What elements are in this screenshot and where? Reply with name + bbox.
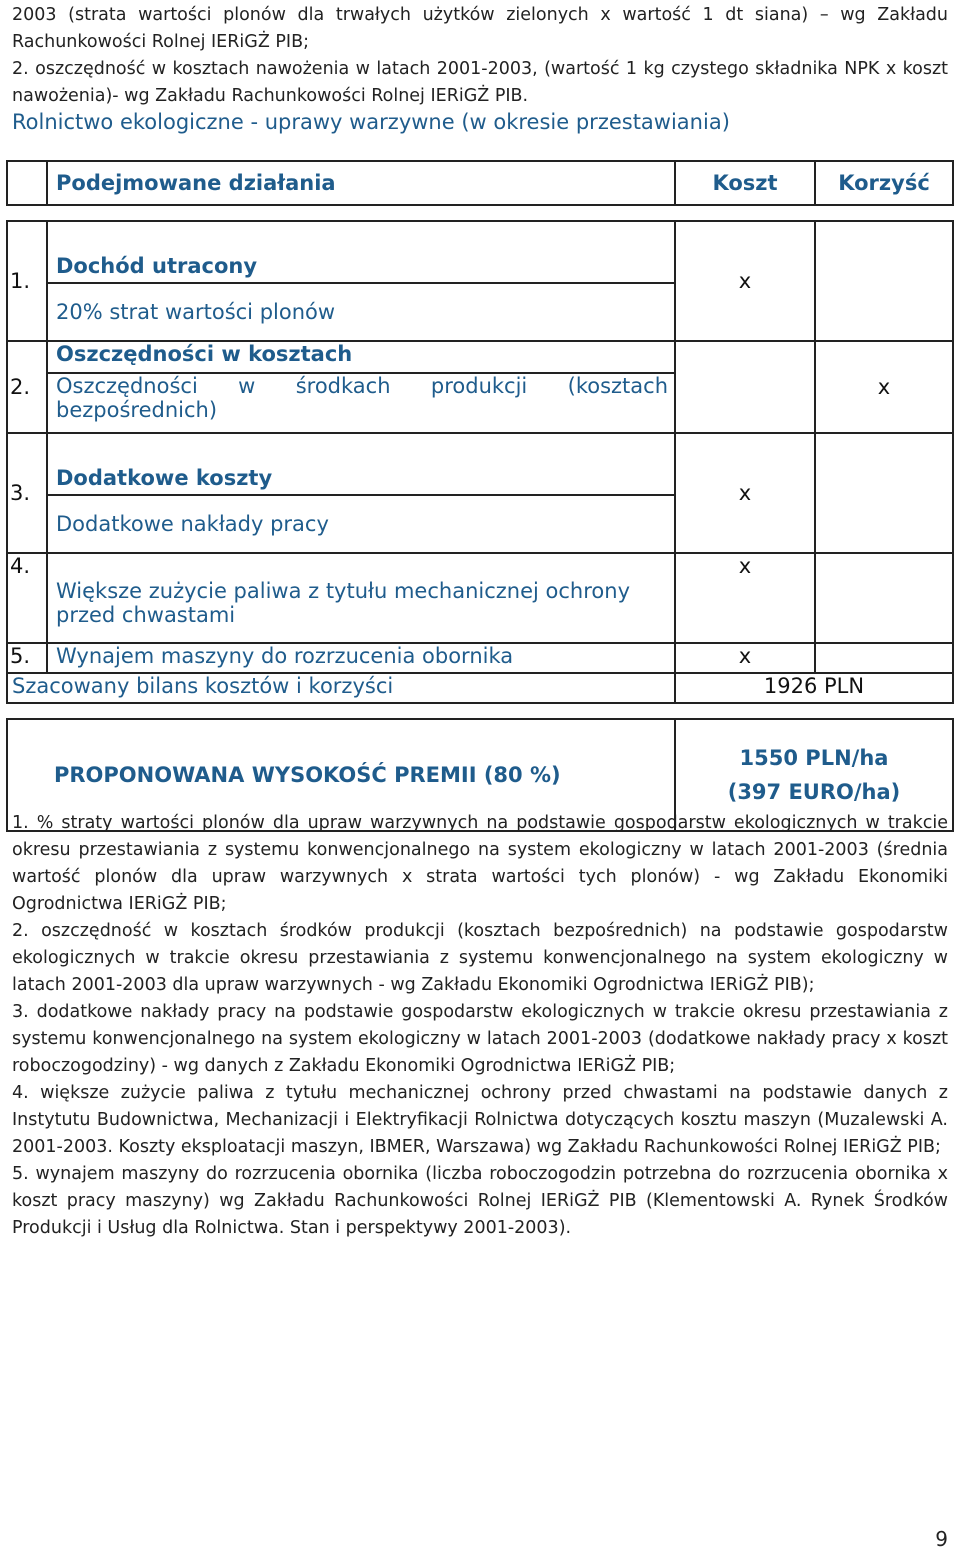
- premium-value-pln: 1550 PLN/ha: [739, 746, 889, 770]
- row5-cost: x: [675, 643, 815, 673]
- row3-benefit: [815, 433, 953, 553]
- row4-cost: x: [675, 553, 815, 643]
- balance-value: 1926 PLN: [675, 673, 953, 703]
- row1-benefit: [815, 221, 953, 341]
- row4-benefit: [815, 553, 953, 643]
- table-row: [7, 553, 953, 643]
- footnote: 3. dodatkowe nakłady pracy na podstawie gospodarstw ekologicznych w trakcie okresu przestawiania z systemu konwencjonalnego na system ekologiczny w latach 2001-2003 (dodatkowe nakłady pracy x koszt roboczogodziny) - wg danych z Zakładu Ekonomiki Ogrodnictwa IERiGŻ PIB;: [12, 1002, 948, 1076]
- row-number: 5.: [7, 643, 47, 673]
- intro-line: 2. oszczędność w kosztach nawożenia w latach 2001-2003, (wartość 1 kg czystego składnika NPK x koszt nawożenia)- wg Zakładu Rachunkowości Rolnej IERiGŻ PIB.: [12, 59, 948, 106]
- table-header-row: [7, 161, 953, 205]
- header-cost: Koszt: [675, 161, 815, 205]
- row4-action: Większe zużycie paliwa z tytułu mechanicznej ochrony przed chwastami: [47, 553, 675, 643]
- row3-action: Dodatkowe nakłady pracy: [47, 495, 675, 553]
- section-title-savings: Oszczędności w kosztach: [47, 341, 675, 373]
- row5-action: Wynajem maszyny do rozrzucenia obornika: [47, 643, 675, 673]
- row-number: 3.: [7, 433, 47, 553]
- premium-label: PROPONOWANA WYSOKOŚĆ PREMII (80 %): [7, 719, 675, 831]
- row-number: 2.: [7, 341, 47, 433]
- footnote: 1. % straty wartości plonów dla upraw warzywnych na podstawie gospodarstw ekologicznych w trakcie okresu przestawiania z systemu konwencjonalnego na system ekologiczny w latach 2001-2003 (średnia wartość plonów dla upraw warzywnych x strata wartości tych plonów) - wg Zakładu Ekonomiki Ogrodnictwa IERiGŻ PIB;: [12, 813, 948, 914]
- footnote: 4. większe zużycie paliwa z tytułu mechanicznej ochrony przed chwastami na podstawie danych z Instytutu Budownictwa, Mechanizacji i Elektryfikacji Rolnictwa dotyczących kosztu maszyn (Muzalewski A. 2001-2003. Koszty eksploatacji maszyn, IBMER, Warszawa) wg Zakładu Rachunkowości Rolnej IERiGŻ PIB;: [12, 1083, 948, 1157]
- row2-action: Oszczędności w środkach produkcji (kosztach bezpośrednich): [47, 373, 675, 433]
- table-row: [7, 643, 953, 673]
- row2-cost: [675, 341, 815, 433]
- row-number: 4.: [7, 553, 47, 643]
- section-title-additional-costs: Dodatkowe koszty: [47, 433, 675, 495]
- intro-line: 2003 (strata wartości plonów dla trwałych użytków zielonych x wartość 1 dt siana) – wg Zakładu Rachunkowości Rolnej IERiGŻ PIB;: [12, 5, 948, 52]
- page-number: 9: [935, 1527, 948, 1551]
- table-row: [7, 221, 953, 283]
- balance-row: [7, 673, 953, 703]
- row5-benefit: [815, 643, 953, 673]
- row1-action: 20% strat wartości plonów: [47, 283, 675, 341]
- section-heading: Rolnictwo ekologiczne - uprawy warzywne (w okresie przestawiania): [12, 110, 730, 134]
- balance-label: Szacowany bilans kosztów i korzyści: [7, 673, 675, 703]
- table-row: [7, 341, 953, 373]
- row1-cost: x: [675, 221, 815, 341]
- table-spacer-row: [7, 205, 953, 221]
- footnote: 2. oszczędność w kosztach środków produkcji (kosztach bezpośrednich) na podstawie gospodarstw ekologicznych w trakcie okresu przestawiania z systemu konwencjonalnego na system ekologiczny w latach 2001-2003 dla upraw warzywnych - wg Zakładu Ekonomiki Ogrodnictwa IERiGŻ PIB);: [12, 921, 948, 995]
- footnotes: [12, 810, 948, 1242]
- row2-benefit: x: [815, 341, 953, 433]
- footnote: 5. wynajem maszyny do rozrzucenia obornika (liczba roboczogodzin potrzebna do rozrzucenia obornika x koszt pracy maszyny) wg Zakładu Rachunkowości Rolnej IERiGŻ PIB (Klementowski A. Rynek Środków Produkcji i Usług dla Rolnictwa. Stan i perspektywy 2001-2003).: [12, 1164, 948, 1238]
- table-row: [7, 433, 953, 495]
- row3-cost: x: [675, 433, 815, 553]
- header-num-cell: [7, 161, 47, 205]
- row-number: 1.: [7, 221, 47, 341]
- table-spacer-row: [7, 703, 953, 719]
- measures-table: [6, 160, 954, 832]
- intro-text: [12, 2, 948, 110]
- header-benefit: Korzyść: [815, 161, 953, 205]
- section-title-lost-income: Dochód utracony: [47, 221, 675, 283]
- header-action: Podejmowane działania: [47, 161, 675, 205]
- premium-value-euro: (397 EURO/ha): [727, 780, 901, 804]
